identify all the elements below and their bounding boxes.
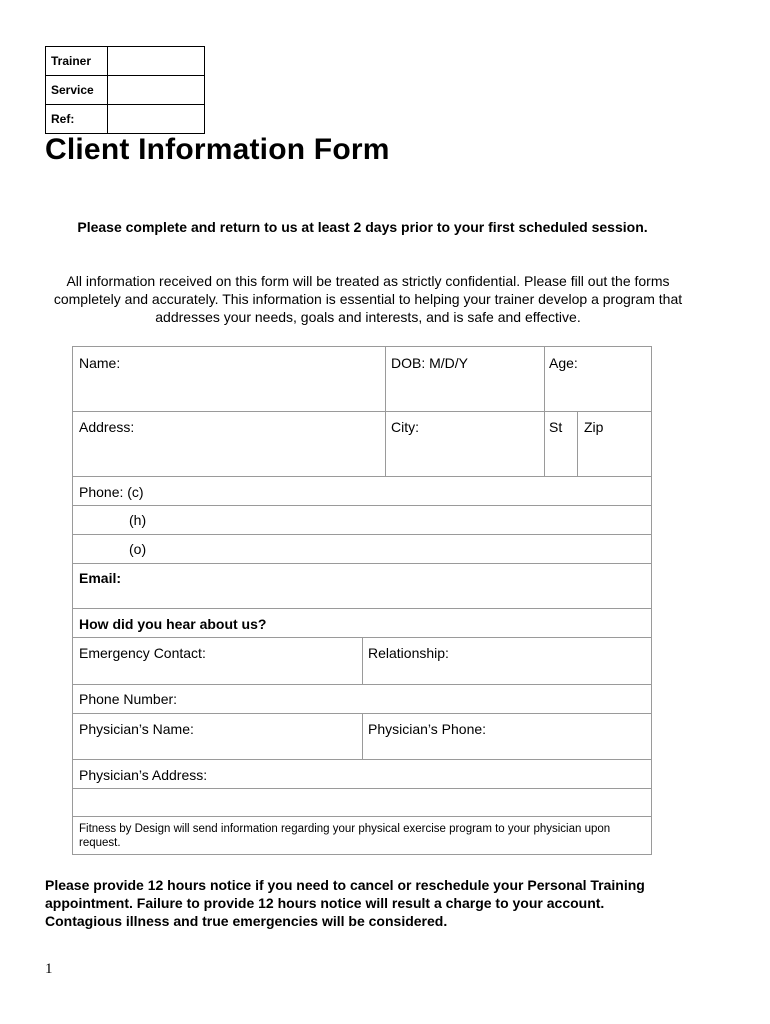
divider xyxy=(73,563,651,564)
divider xyxy=(73,476,651,477)
client-info-form xyxy=(72,346,652,855)
email-field[interactable]: Email: xyxy=(79,570,122,586)
divider xyxy=(362,637,363,684)
divider xyxy=(73,534,651,535)
divider xyxy=(73,684,651,685)
reference-table xyxy=(45,46,205,134)
divider xyxy=(73,411,651,412)
cancellation-notice: Please provide 12 hours notice if you need to cancel or reschedule your Personal Training appointment. Failure to provide 12 hours notice will result a charge to your account. Contagious illness and true emergencies will be considered. xyxy=(45,877,645,929)
ref-row xyxy=(46,105,205,134)
state-field[interactable]: St xyxy=(549,419,563,435)
referral-source-field[interactable]: How did you hear about us? xyxy=(79,616,267,632)
city-field[interactable]: City: xyxy=(391,419,419,435)
emergency-contact-field[interactable]: Emergency Contact: xyxy=(79,645,206,661)
emergency-phone-field[interactable]: Phone Number: xyxy=(79,691,178,707)
divider xyxy=(544,347,545,476)
physician-name-field[interactable]: Physician’s Name: xyxy=(79,721,194,737)
physician-address-field[interactable]: Physician’s Address: xyxy=(79,767,208,783)
divider xyxy=(577,411,578,476)
phone-home-field[interactable]: (h) xyxy=(129,512,147,528)
page-number: 1 xyxy=(45,961,53,977)
service-row xyxy=(46,76,205,105)
relationship-field[interactable]: Relationship: xyxy=(368,645,449,661)
intro-paragraph: All information received on this form will be treated as strictly confidential. Please fill out the forms completely and accurately. This information is essential to helping your trainer develop a program that addresses your needs, goals and interests, and is safe and effective. xyxy=(53,273,683,325)
intro-instruction: Please complete and return to us at least 2 days prior to your first scheduled session. xyxy=(77,219,648,235)
divider xyxy=(73,788,651,789)
ref-field[interactable] xyxy=(108,105,205,134)
ref-label: Ref: xyxy=(46,105,108,134)
divider xyxy=(73,608,651,609)
page-title: Client Information Form xyxy=(45,133,390,166)
service-field[interactable] xyxy=(108,76,205,105)
trainer-label: Trainer xyxy=(46,47,108,76)
service-label: Service xyxy=(46,76,108,105)
zip-field[interactable]: Zip xyxy=(584,419,604,435)
address-field[interactable]: Address: xyxy=(79,419,135,435)
divider xyxy=(73,505,651,506)
trainer-row xyxy=(46,47,205,76)
phone-cell-field[interactable]: Phone: (c) xyxy=(79,484,144,500)
physician-phone-field[interactable]: Physician’s Phone: xyxy=(368,721,487,737)
divider xyxy=(73,816,651,817)
divider xyxy=(385,347,386,476)
dob-field[interactable]: DOB: M/D/Y xyxy=(391,355,469,371)
trainer-field[interactable] xyxy=(108,47,205,76)
divider xyxy=(73,759,651,760)
age-field[interactable]: Age: xyxy=(549,355,578,371)
name-field[interactable]: Name: xyxy=(79,355,121,371)
phone-office-field[interactable]: (o) xyxy=(129,541,147,557)
divider xyxy=(362,713,363,759)
physician-note: Fitness by Design will send information regarding your physical exercise program to your physician upon request. xyxy=(79,823,611,849)
